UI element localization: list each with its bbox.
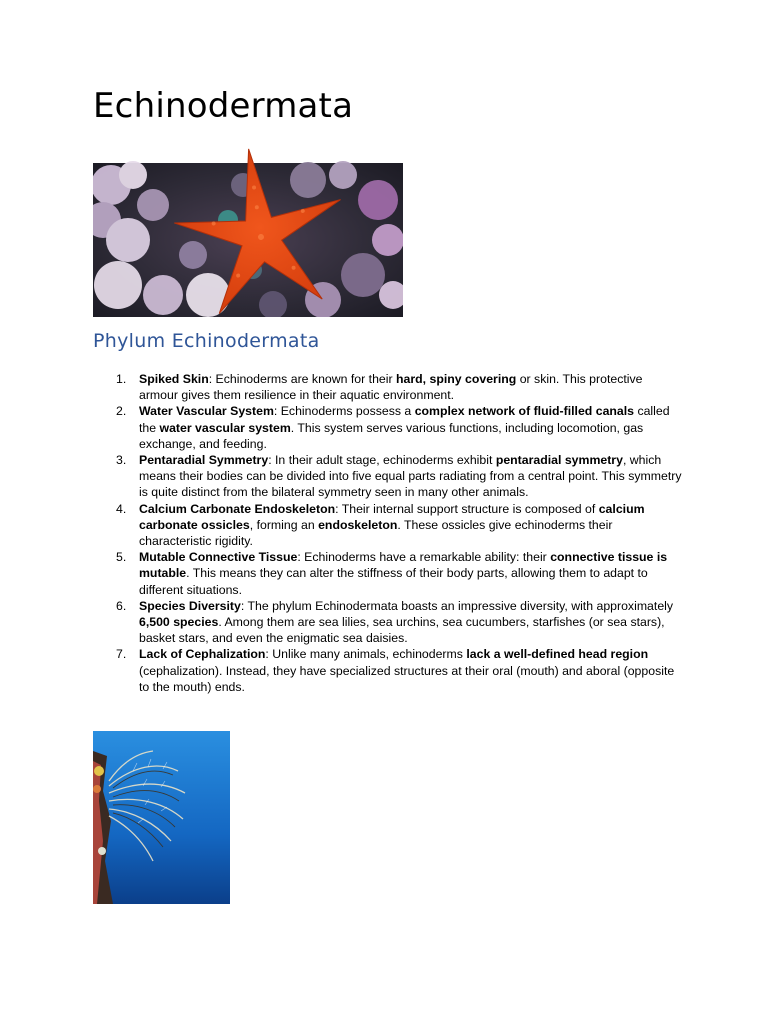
list-number: 2. bbox=[116, 404, 127, 419]
list-item-term: Water Vascular System bbox=[139, 404, 274, 419]
list-item-text: : In their adult stage, echinoderms exhibit bbox=[268, 453, 496, 468]
list-number: 1. bbox=[116, 372, 127, 386]
list-item-text: . This means they can alter the stiffness of their body parts, allowing them to adapt to different situations. bbox=[139, 566, 648, 597]
list-item-term: Mutable Connective Tissue bbox=[139, 550, 298, 565]
list-item-text: : Echinoderms have a remarkable ability: their bbox=[297, 550, 551, 565]
list-item-text: : Their internal support structure is composed of bbox=[335, 501, 599, 516]
list-number: 3. bbox=[116, 453, 127, 468]
list-item-text: , which means their bodies can be divided into five equal parts radiating from a central point. This symmetry is quite distinct from the bilateral symmetry seen in many other animals. bbox=[139, 453, 682, 500]
list-item-term: Species Diversity bbox=[139, 598, 241, 613]
list-item-text: , forming an bbox=[249, 517, 319, 532]
list-item-term: Lack of Cephalization bbox=[139, 647, 266, 662]
list-item-text: . This system serves various functions, including locomotion, gas exchange, and feeding. bbox=[139, 420, 644, 451]
list-number: 5. bbox=[116, 550, 127, 565]
list-item bbox=[93, 549, 683, 598]
list-number: 7. bbox=[116, 647, 127, 662]
list-item-text: called the bbox=[139, 404, 670, 435]
feature-list bbox=[93, 371, 683, 695]
list-item-text: . Among them are sea lilies, sea urchins, sea cucumbers, starfishes (or sea stars), basket stars, and even the enigmatic sea daisies. bbox=[139, 615, 665, 646]
list-item-term: Calcium Carbonate Endoskeleton bbox=[139, 501, 336, 516]
list-number: 4. bbox=[116, 501, 127, 516]
list-item bbox=[93, 598, 683, 647]
list-item-text: : Unlike many animals, echinoderms bbox=[265, 647, 467, 662]
list-item-text: : Echinoderms possess a bbox=[273, 404, 415, 419]
list-item-text: . These ossicles give echinoderms their characteristic rigidity. bbox=[139, 517, 613, 549]
feather-star-image bbox=[93, 731, 230, 904]
list-item-term: pentaradial symmetry bbox=[495, 453, 623, 468]
list-item-text: : The phylum Echinodermata boasts an impressive diversity, with approximately bbox=[240, 598, 674, 613]
list-item bbox=[93, 403, 683, 452]
list-item-term: 6,500 species bbox=[139, 615, 219, 630]
list-item-term: endoskeleton bbox=[318, 517, 398, 532]
list-item bbox=[93, 371, 683, 403]
list-item-text: or skin. This protective armour gives them resilience in their aquatic environment. bbox=[139, 372, 643, 403]
list-number: 6. bbox=[116, 598, 127, 613]
list-item bbox=[93, 501, 683, 550]
list-item-text: (cephalization). Instead, they have specialized structures at their oral (mouth) and aboral (opposite to the mouth) ends. bbox=[139, 663, 675, 694]
document-title: Echinodermata bbox=[93, 86, 354, 126]
list-item-term: complex network of fluid-filled canals bbox=[414, 404, 635, 419]
list-item bbox=[93, 646, 683, 695]
list-item-term: hard, spiny covering bbox=[396, 372, 517, 386]
list-item-text: : Echinoderms are known for their bbox=[208, 372, 396, 386]
list-item-term: calcium carbonate ossicles bbox=[139, 501, 645, 532]
list-item-term: connective tissue is mutable bbox=[139, 550, 668, 581]
list-item-term: Pentaradial Symmetry bbox=[139, 453, 269, 468]
list-item-term: Spiked Skin bbox=[139, 372, 209, 386]
list-item bbox=[93, 452, 683, 501]
starfish-image bbox=[93, 145, 403, 317]
list-item-term: water vascular system bbox=[159, 420, 291, 435]
section-heading: Phylum Echinodermata bbox=[93, 330, 320, 352]
list-item-term: lack a well-defined head region bbox=[466, 647, 649, 662]
